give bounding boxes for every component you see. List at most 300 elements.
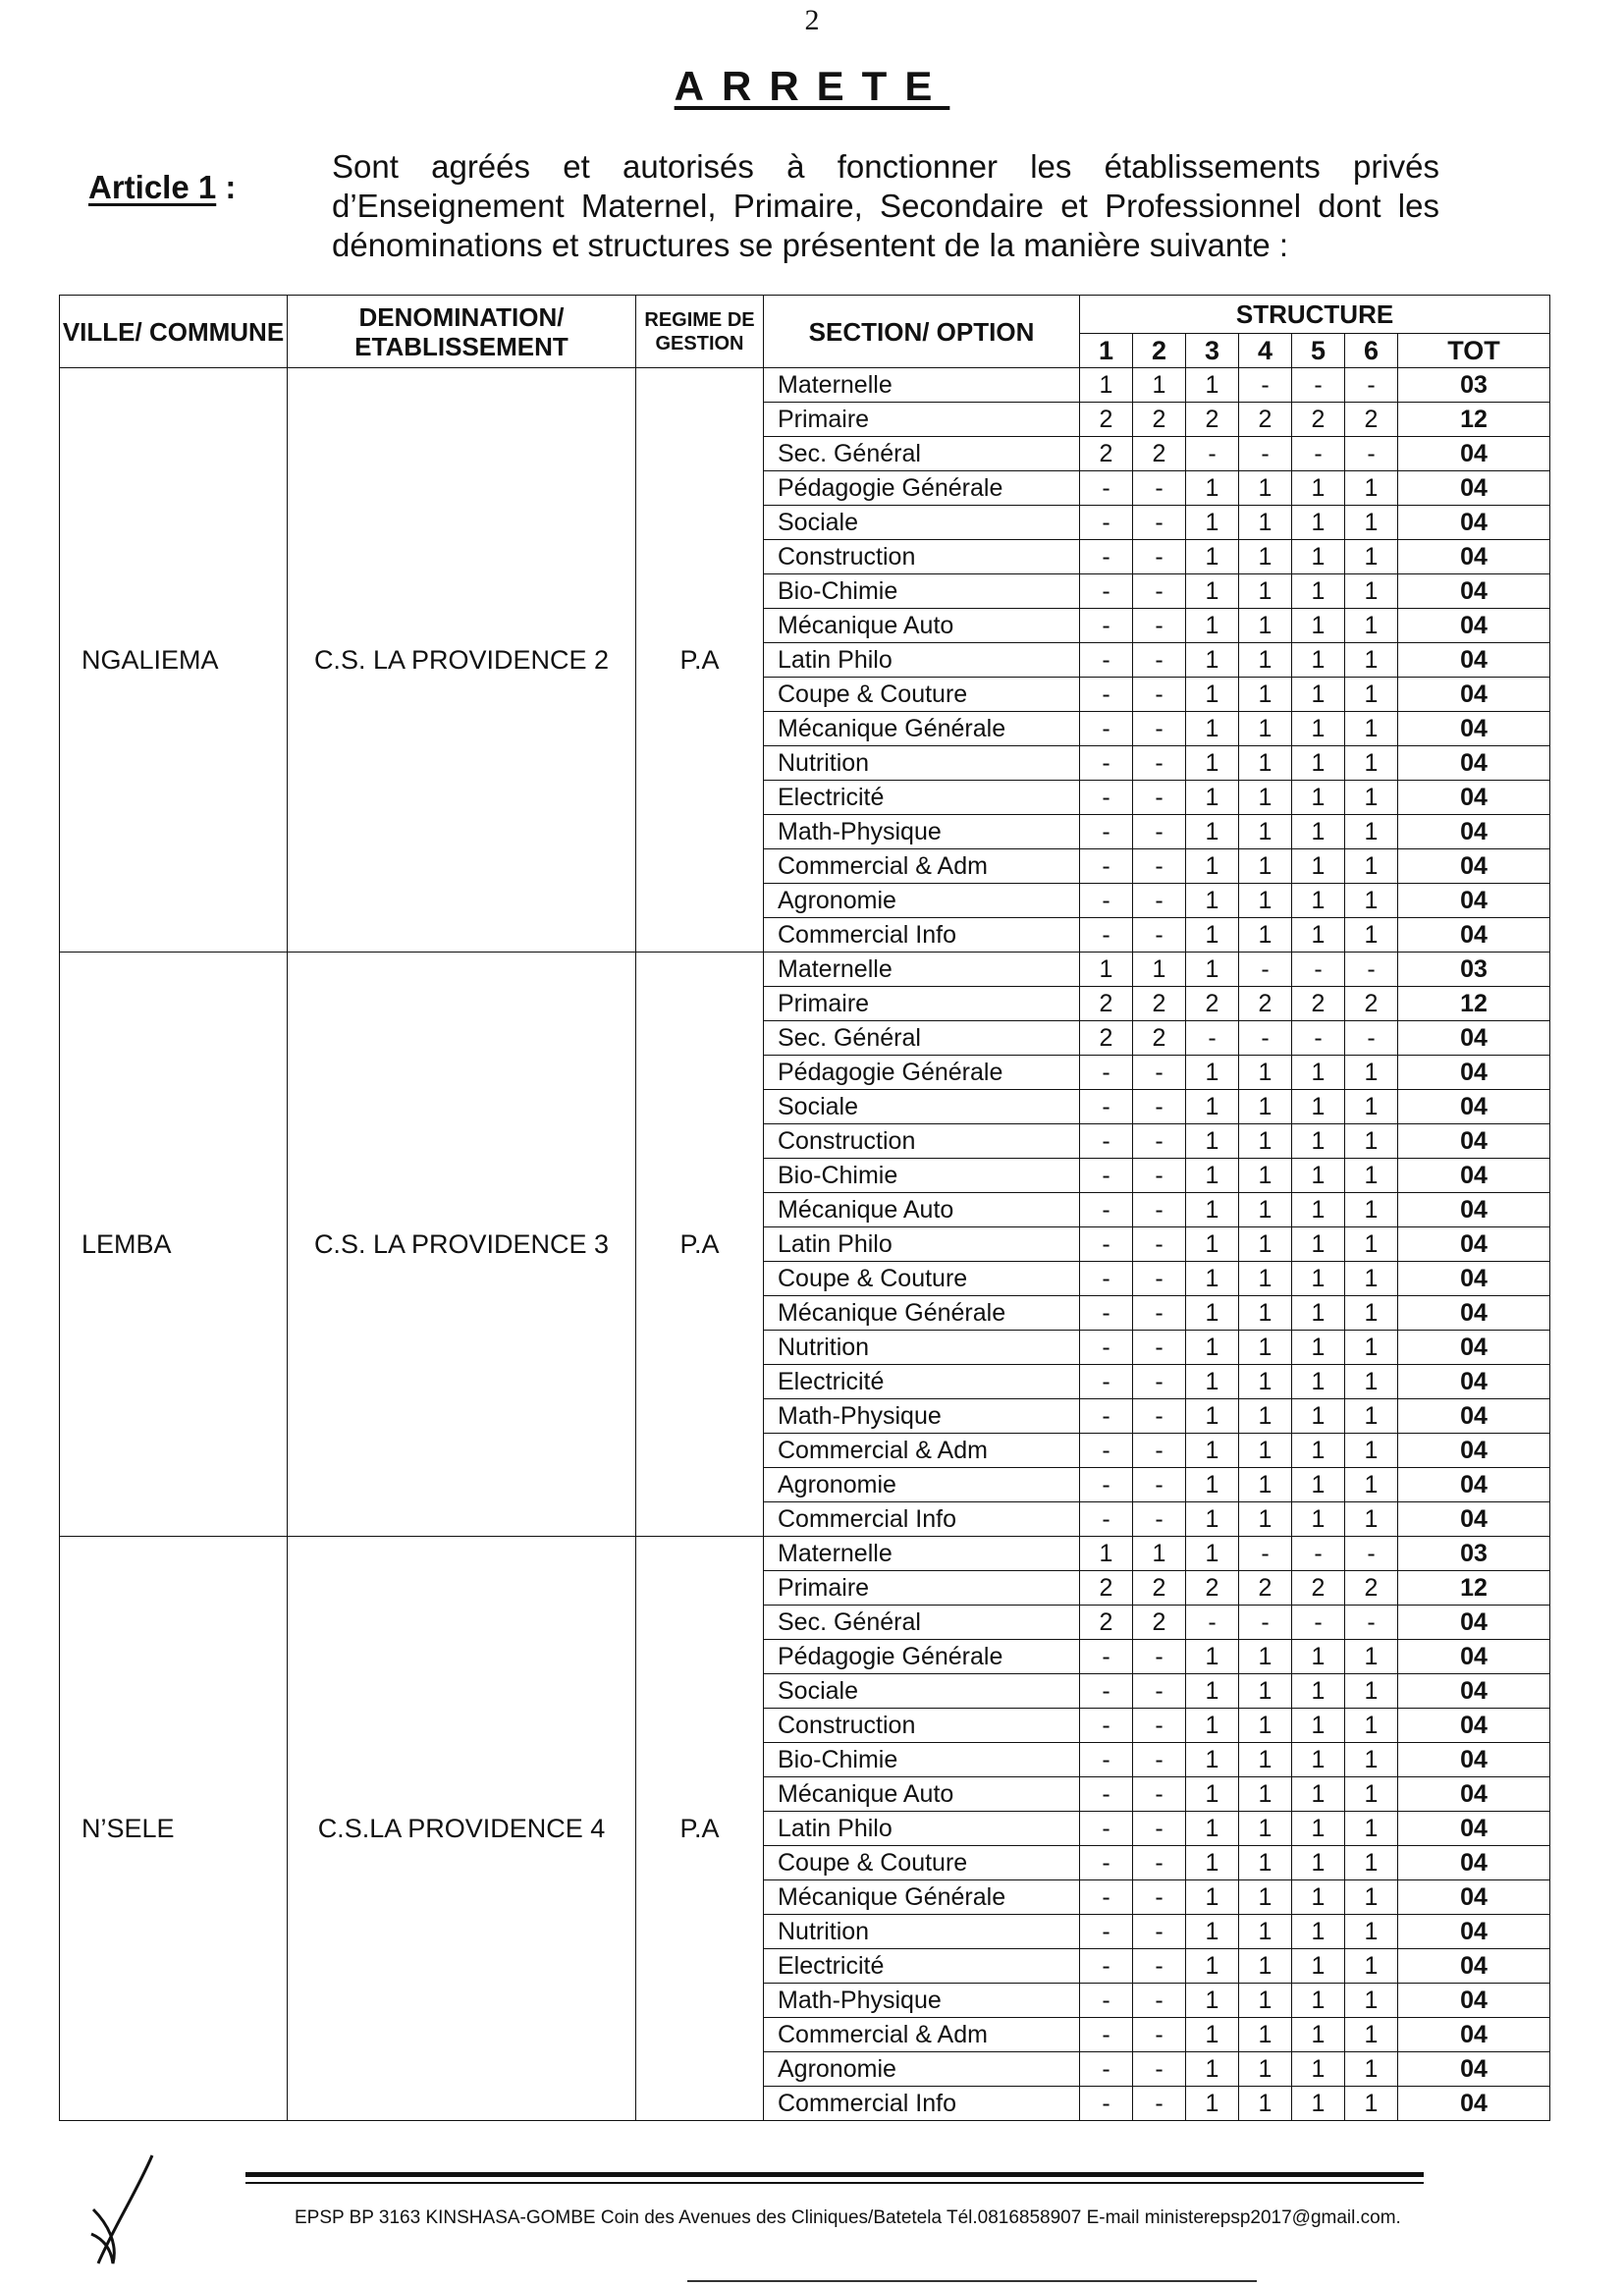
structure-cell-4: 1 bbox=[1239, 781, 1292, 815]
structure-cell-6: 1 bbox=[1345, 815, 1398, 849]
structure-cell-5: 1 bbox=[1292, 1984, 1345, 2018]
structure-cell-2: - bbox=[1133, 1915, 1186, 1949]
section-option-cell: Nutrition bbox=[764, 746, 1080, 781]
structure-cell-4: 1 bbox=[1239, 2018, 1292, 2052]
structure-cell-6: 1 bbox=[1345, 1227, 1398, 1262]
total-cell: 03 bbox=[1398, 953, 1550, 987]
structure-cell-2: - bbox=[1133, 471, 1186, 506]
structure-cell-4: 1 bbox=[1239, 506, 1292, 540]
total-cell: 12 bbox=[1398, 1571, 1550, 1606]
section-option-cell: Sociale bbox=[764, 1090, 1080, 1124]
structure-cell-4: 1 bbox=[1239, 746, 1292, 781]
total-cell: 04 bbox=[1398, 2018, 1550, 2052]
structure-cell-1: - bbox=[1080, 1434, 1133, 1468]
structure-cell-2: - bbox=[1133, 781, 1186, 815]
structure-cell-3: 1 bbox=[1186, 609, 1239, 643]
total-cell: 04 bbox=[1398, 437, 1550, 471]
structure-cell-3: 1 bbox=[1186, 781, 1239, 815]
structure-cell-5: 1 bbox=[1292, 815, 1345, 849]
structure-cell-5: 1 bbox=[1292, 1262, 1345, 1296]
structure-cell-1: - bbox=[1080, 1227, 1133, 1262]
structure-cell-6: 1 bbox=[1345, 506, 1398, 540]
structure-cell-2: - bbox=[1133, 1331, 1186, 1365]
structure-cell-1: - bbox=[1080, 1159, 1133, 1193]
structure-cell-3: 1 bbox=[1186, 884, 1239, 918]
structure-cell-1: - bbox=[1080, 1502, 1133, 1537]
structure-cell-1: - bbox=[1080, 643, 1133, 678]
structure-cell-3: 1 bbox=[1186, 849, 1239, 884]
structure-cell-1: - bbox=[1080, 1365, 1133, 1399]
structure-cell-5: 1 bbox=[1292, 609, 1345, 643]
structure-cell-3: 1 bbox=[1186, 1365, 1239, 1399]
structure-cell-2: - bbox=[1133, 1846, 1186, 1880]
section-option-cell: Math-Physique bbox=[764, 815, 1080, 849]
regime-cell: P.A bbox=[636, 1537, 764, 2121]
structure-cell-3: 1 bbox=[1186, 1399, 1239, 1434]
total-cell: 04 bbox=[1398, 1949, 1550, 1984]
table-body bbox=[60, 368, 1550, 2121]
structure-cell-4: 1 bbox=[1239, 1296, 1292, 1331]
structure-cell-6: 1 bbox=[1345, 1193, 1398, 1227]
structure-cell-4: - bbox=[1239, 1021, 1292, 1056]
structure-cell-3: 1 bbox=[1186, 1227, 1239, 1262]
structure-cell-4: 1 bbox=[1239, 849, 1292, 884]
structure-cell-2: - bbox=[1133, 849, 1186, 884]
total-cell: 04 bbox=[1398, 918, 1550, 953]
section-option-cell: Commercial Info bbox=[764, 1502, 1080, 1537]
structure-cell-5: 1 bbox=[1292, 540, 1345, 574]
structure-cell-2: - bbox=[1133, 1984, 1186, 2018]
structure-cell-4: 1 bbox=[1239, 1227, 1292, 1262]
structure-cell-2: 2 bbox=[1133, 987, 1186, 1021]
structure-cell-1: 1 bbox=[1080, 1537, 1133, 1571]
section-option-cell: Math-Physique bbox=[764, 1984, 1080, 2018]
structure-cell-2: - bbox=[1133, 1193, 1186, 1227]
structure-cell-1: - bbox=[1080, 1880, 1133, 1915]
structure-cell-2: - bbox=[1133, 1124, 1186, 1159]
section-option-cell: Sec. Général bbox=[764, 1021, 1080, 1056]
structure-cell-4: 1 bbox=[1239, 918, 1292, 953]
structure-cell-4: 1 bbox=[1239, 1915, 1292, 1949]
total-cell: 04 bbox=[1398, 849, 1550, 884]
structure-cell-3: 1 bbox=[1186, 643, 1239, 678]
structure-cell-5: 1 bbox=[1292, 1434, 1345, 1468]
structure-cell-4: 1 bbox=[1239, 1159, 1292, 1193]
section-option-cell: Electricité bbox=[764, 781, 1080, 815]
structure-cell-3: 1 bbox=[1186, 1640, 1239, 1674]
structure-cell-6: 1 bbox=[1345, 1915, 1398, 1949]
structure-cell-4: 1 bbox=[1239, 1331, 1292, 1365]
structure-cell-4: 1 bbox=[1239, 1812, 1292, 1846]
total-cell: 03 bbox=[1398, 368, 1550, 403]
section-option-cell: Mécanique Générale bbox=[764, 1296, 1080, 1331]
section-option-cell: Mécanique Générale bbox=[764, 712, 1080, 746]
structure-cell-1: - bbox=[1080, 746, 1133, 781]
structure-cell-1: - bbox=[1080, 918, 1133, 953]
article-label bbox=[88, 169, 236, 206]
structure-cell-6: 1 bbox=[1345, 1949, 1398, 1984]
structure-cell-1: 2 bbox=[1080, 437, 1133, 471]
structure-cell-6: 1 bbox=[1345, 2087, 1398, 2121]
structure-cell-2: - bbox=[1133, 1296, 1186, 1331]
structure-cell-3: - bbox=[1186, 1021, 1239, 1056]
structure-cell-4: 1 bbox=[1239, 2087, 1292, 2121]
structure-cell-5: 1 bbox=[1292, 781, 1345, 815]
structure-cell-4: 1 bbox=[1239, 471, 1292, 506]
structure-cell-2: - bbox=[1133, 2087, 1186, 2121]
structure-cell-5: 1 bbox=[1292, 1915, 1345, 1949]
structure-cell-3: 1 bbox=[1186, 1468, 1239, 1502]
section-option-cell: Sec. Général bbox=[764, 1606, 1080, 1640]
structure-cell-2: - bbox=[1133, 746, 1186, 781]
structure-cell-4: 2 bbox=[1239, 987, 1292, 1021]
section-option-cell: Mécanique Auto bbox=[764, 1193, 1080, 1227]
structure-cell-3: 1 bbox=[1186, 1915, 1239, 1949]
structure-cell-3: 1 bbox=[1186, 506, 1239, 540]
total-cell: 04 bbox=[1398, 540, 1550, 574]
structure-cell-6: 1 bbox=[1345, 1399, 1398, 1434]
structure-cell-1: 2 bbox=[1080, 1571, 1133, 1606]
structure-cell-2: - bbox=[1133, 1502, 1186, 1537]
structure-cell-2: - bbox=[1133, 1468, 1186, 1502]
structure-cell-3: - bbox=[1186, 1606, 1239, 1640]
total-cell: 04 bbox=[1398, 815, 1550, 849]
total-cell: 04 bbox=[1398, 1296, 1550, 1331]
structure-cell-5: 1 bbox=[1292, 2018, 1345, 2052]
structure-cell-5: 1 bbox=[1292, 1399, 1345, 1434]
structure-cell-5: 1 bbox=[1292, 1709, 1345, 1743]
section-option-cell: Pédagogie Générale bbox=[764, 1056, 1080, 1090]
section-option-cell: Pédagogie Générale bbox=[764, 471, 1080, 506]
structure-cell-2: - bbox=[1133, 2052, 1186, 2087]
total-cell: 04 bbox=[1398, 1227, 1550, 1262]
structure-cell-5: 1 bbox=[1292, 506, 1345, 540]
section-option-cell: Commercial Info bbox=[764, 918, 1080, 953]
structure-cell-5: - bbox=[1292, 1021, 1345, 1056]
total-cell: 04 bbox=[1398, 1331, 1550, 1365]
structure-cell-3: 1 bbox=[1186, 1090, 1239, 1124]
structure-cell-2: - bbox=[1133, 1090, 1186, 1124]
structure-cell-6: 1 bbox=[1345, 849, 1398, 884]
structure-cell-5: - bbox=[1292, 953, 1345, 987]
structure-cell-5: - bbox=[1292, 437, 1345, 471]
total-cell: 04 bbox=[1398, 1434, 1550, 1468]
structure-cell-1: - bbox=[1080, 1090, 1133, 1124]
structure-cell-1: - bbox=[1080, 1846, 1133, 1880]
total-cell: 04 bbox=[1398, 1812, 1550, 1846]
section-option-cell: Sociale bbox=[764, 506, 1080, 540]
structure-cell-6: 1 bbox=[1345, 1468, 1398, 1502]
section-option-cell: Maternelle bbox=[764, 1537, 1080, 1571]
structure-cell-6: 2 bbox=[1345, 987, 1398, 1021]
total-cell: 04 bbox=[1398, 1124, 1550, 1159]
structure-cell-1: - bbox=[1080, 1262, 1133, 1296]
structure-cell-1: 2 bbox=[1080, 987, 1133, 1021]
structure-cell-2: - bbox=[1133, 678, 1186, 712]
structure-cell-6: - bbox=[1345, 1021, 1398, 1056]
structure-cell-3: 1 bbox=[1186, 1709, 1239, 1743]
header-col-5: 5 bbox=[1292, 334, 1345, 368]
header-structure: STRUCTURE bbox=[1080, 296, 1550, 334]
structure-cell-3: 1 bbox=[1186, 2018, 1239, 2052]
structure-cell-4: 1 bbox=[1239, 1124, 1292, 1159]
structure-cell-2: - bbox=[1133, 574, 1186, 609]
total-cell: 04 bbox=[1398, 1709, 1550, 1743]
structure-cell-2: - bbox=[1133, 2018, 1186, 2052]
total-cell: 04 bbox=[1398, 1365, 1550, 1399]
structure-cell-6: 1 bbox=[1345, 1846, 1398, 1880]
document-title bbox=[0, 63, 1624, 110]
total-cell: 04 bbox=[1398, 609, 1550, 643]
structure-cell-3: 1 bbox=[1186, 712, 1239, 746]
structure-cell-3: 1 bbox=[1186, 1777, 1239, 1812]
structure-cell-6: 1 bbox=[1345, 1365, 1398, 1399]
header-ville: VILLE/ COMMUNE bbox=[60, 296, 288, 368]
structure-cell-2: 2 bbox=[1133, 1021, 1186, 1056]
structure-cell-4: - bbox=[1239, 953, 1292, 987]
structure-cell-2: - bbox=[1133, 1262, 1186, 1296]
structure-cell-4: 1 bbox=[1239, 574, 1292, 609]
structure-cell-6: 1 bbox=[1345, 1090, 1398, 1124]
section-option-cell: Construction bbox=[764, 1709, 1080, 1743]
ville-commune-cell: LEMBA bbox=[60, 953, 288, 1537]
structure-cell-5: 1 bbox=[1292, 1296, 1345, 1331]
structure-cell-3: 1 bbox=[1186, 1056, 1239, 1090]
structure-cell-2: - bbox=[1133, 1159, 1186, 1193]
structure-cell-6: 1 bbox=[1345, 2052, 1398, 2087]
structure-cell-3: 1 bbox=[1186, 1880, 1239, 1915]
structure-cell-1: - bbox=[1080, 2087, 1133, 2121]
section-option-cell: Construction bbox=[764, 1124, 1080, 1159]
structure-cell-2: - bbox=[1133, 1777, 1186, 1812]
structure-cell-1: - bbox=[1080, 1949, 1133, 1984]
structure-cell-3: 1 bbox=[1186, 1331, 1239, 1365]
header-col-1: 1 bbox=[1080, 334, 1133, 368]
total-cell: 04 bbox=[1398, 746, 1550, 781]
total-cell: 04 bbox=[1398, 884, 1550, 918]
signature-mark bbox=[83, 2151, 172, 2268]
structure-cell-1: - bbox=[1080, 884, 1133, 918]
structure-cell-6: 1 bbox=[1345, 1124, 1398, 1159]
footer-rule-thin bbox=[245, 2182, 1424, 2184]
total-cell: 04 bbox=[1398, 1674, 1550, 1709]
header-tot: TOT bbox=[1398, 334, 1550, 368]
structure-cell-1: - bbox=[1080, 1777, 1133, 1812]
structure-cell-4: 2 bbox=[1239, 403, 1292, 437]
section-option-cell: Bio-Chimie bbox=[764, 1159, 1080, 1193]
structure-cell-6: - bbox=[1345, 953, 1398, 987]
structure-cell-2: 1 bbox=[1133, 1537, 1186, 1571]
structure-cell-2: - bbox=[1133, 1640, 1186, 1674]
section-option-cell: Commercial & Adm bbox=[764, 849, 1080, 884]
structure-cell-1: - bbox=[1080, 574, 1133, 609]
header-col-4: 4 bbox=[1239, 334, 1292, 368]
structure-cell-1: - bbox=[1080, 1915, 1133, 1949]
structure-cell-2: - bbox=[1133, 1880, 1186, 1915]
structure-cell-5: 1 bbox=[1292, 1227, 1345, 1262]
total-cell: 04 bbox=[1398, 781, 1550, 815]
structure-cell-6: 1 bbox=[1345, 781, 1398, 815]
structure-cell-4: 1 bbox=[1239, 1262, 1292, 1296]
section-option-cell: Agronomie bbox=[764, 884, 1080, 918]
section-option-cell: Commercial & Adm bbox=[764, 2018, 1080, 2052]
header-section: SECTION/ OPTION bbox=[764, 296, 1080, 368]
structure-cell-6: 1 bbox=[1345, 884, 1398, 918]
structure-cell-2: 2 bbox=[1133, 1571, 1186, 1606]
article-text: Sont agréés et autorisés à fonctionner les établissements privés d’Enseignement Maternel, Primaire, Secondaire et Professionnel dont les dénominations et structures se présentent de la manière suivante : bbox=[332, 148, 1439, 263]
structure-cell-4: 1 bbox=[1239, 884, 1292, 918]
structure-cell-2: - bbox=[1133, 643, 1186, 678]
structure-cell-3: 1 bbox=[1186, 1159, 1239, 1193]
structure-cell-2: 2 bbox=[1133, 437, 1186, 471]
structure-cell-1: - bbox=[1080, 1296, 1133, 1331]
structure-cell-4: 1 bbox=[1239, 1502, 1292, 1537]
structure-cell-5: 1 bbox=[1292, 1812, 1345, 1846]
structure-cell-3: 1 bbox=[1186, 918, 1239, 953]
total-cell: 04 bbox=[1398, 643, 1550, 678]
structure-cell-3: 1 bbox=[1186, 1124, 1239, 1159]
structure-cell-4: 1 bbox=[1239, 815, 1292, 849]
structure-cell-2: - bbox=[1133, 918, 1186, 953]
structure-cell-6: 1 bbox=[1345, 609, 1398, 643]
structure-cell-4: - bbox=[1239, 1606, 1292, 1640]
structure-cell-3: 1 bbox=[1186, 1846, 1239, 1880]
structure-cell-6: 1 bbox=[1345, 1502, 1398, 1537]
structure-cell-1: - bbox=[1080, 781, 1133, 815]
total-cell: 04 bbox=[1398, 1640, 1550, 1674]
structure-cell-5: 1 bbox=[1292, 712, 1345, 746]
article-label-text: Article 1 bbox=[88, 169, 217, 205]
section-option-cell: Mécanique Générale bbox=[764, 1880, 1080, 1915]
structure-cell-5: 1 bbox=[1292, 643, 1345, 678]
structure-cell-5: 1 bbox=[1292, 1159, 1345, 1193]
structure-cell-2: - bbox=[1133, 712, 1186, 746]
section-option-cell: Commercial Info bbox=[764, 2087, 1080, 2121]
structure-cell-1: - bbox=[1080, 2052, 1133, 2087]
section-option-cell: Electricité bbox=[764, 1949, 1080, 1984]
structure-cell-1: 1 bbox=[1080, 953, 1133, 987]
structure-cell-4: 1 bbox=[1239, 1880, 1292, 1915]
document-title-text: ARRETE bbox=[674, 63, 950, 109]
structure-cell-3: 2 bbox=[1186, 1571, 1239, 1606]
structure-cell-2: 1 bbox=[1133, 368, 1186, 403]
section-option-cell: Primaire bbox=[764, 987, 1080, 1021]
total-cell: 04 bbox=[1398, 506, 1550, 540]
structure-cell-5: 1 bbox=[1292, 1365, 1345, 1399]
structure-cell-5: 2 bbox=[1292, 1571, 1345, 1606]
structure-cell-4: 1 bbox=[1239, 1984, 1292, 2018]
structure-cell-6: 2 bbox=[1345, 1571, 1398, 1606]
structure-cell-1: - bbox=[1080, 1674, 1133, 1709]
structure-cell-5: 1 bbox=[1292, 678, 1345, 712]
section-option-cell: Agronomie bbox=[764, 2052, 1080, 2087]
structure-cell-5: 1 bbox=[1292, 2087, 1345, 2121]
total-cell: 04 bbox=[1398, 1846, 1550, 1880]
structure-cell-4: 1 bbox=[1239, 540, 1292, 574]
structure-cell-5: 1 bbox=[1292, 1056, 1345, 1090]
structure-cell-3: 1 bbox=[1186, 1193, 1239, 1227]
structure-cell-2: - bbox=[1133, 1812, 1186, 1846]
structure-cell-3: 1 bbox=[1186, 815, 1239, 849]
structure-cell-2: - bbox=[1133, 506, 1186, 540]
structure-cell-3: 1 bbox=[1186, 1812, 1239, 1846]
total-cell: 04 bbox=[1398, 1021, 1550, 1056]
structure-cell-1: - bbox=[1080, 2018, 1133, 2052]
article-label-colon: : bbox=[216, 169, 237, 205]
structure-cell-2: - bbox=[1133, 1434, 1186, 1468]
total-cell: 04 bbox=[1398, 1159, 1550, 1193]
structure-cell-6: - bbox=[1345, 1606, 1398, 1640]
total-cell: 04 bbox=[1398, 1984, 1550, 2018]
total-cell: 04 bbox=[1398, 1056, 1550, 1090]
total-cell: 04 bbox=[1398, 1915, 1550, 1949]
structure-cell-6: 1 bbox=[1345, 1743, 1398, 1777]
structure-cell-4: 1 bbox=[1239, 2052, 1292, 2087]
structure-cell-3: 1 bbox=[1186, 1743, 1239, 1777]
structure-cell-5: 1 bbox=[1292, 1468, 1345, 1502]
structure-cell-4: 1 bbox=[1239, 1090, 1292, 1124]
structure-cell-1: - bbox=[1080, 1056, 1133, 1090]
structure-cell-4: 1 bbox=[1239, 609, 1292, 643]
structure-cell-4: 1 bbox=[1239, 1949, 1292, 1984]
header-col-3: 3 bbox=[1186, 334, 1239, 368]
structure-cell-6: 1 bbox=[1345, 471, 1398, 506]
denomination-cell: C.S.LA PROVIDENCE 4 bbox=[288, 1537, 636, 2121]
total-cell: 04 bbox=[1398, 712, 1550, 746]
structure-cell-3: 1 bbox=[1186, 368, 1239, 403]
structure-cell-1: - bbox=[1080, 678, 1133, 712]
structure-cell-5: 1 bbox=[1292, 1743, 1345, 1777]
structure-cell-1: - bbox=[1080, 1812, 1133, 1846]
structure-cell-5: 1 bbox=[1292, 1502, 1345, 1537]
structure-cell-5: 1 bbox=[1292, 1674, 1345, 1709]
structure-cell-2: - bbox=[1133, 884, 1186, 918]
structure-cell-4: 1 bbox=[1239, 1434, 1292, 1468]
section-option-cell: Bio-Chimie bbox=[764, 574, 1080, 609]
structure-cell-6: 1 bbox=[1345, 712, 1398, 746]
structure-cell-6: 1 bbox=[1345, 1331, 1398, 1365]
structure-cell-1: - bbox=[1080, 506, 1133, 540]
structure-cell-2: - bbox=[1133, 540, 1186, 574]
structure-cell-4: - bbox=[1239, 368, 1292, 403]
structure-cell-4: 1 bbox=[1239, 678, 1292, 712]
header-denomination: DENOMINATION/ ETABLISSEMENT bbox=[288, 296, 636, 368]
structure-cell-1: - bbox=[1080, 1709, 1133, 1743]
structure-cell-5: - bbox=[1292, 1606, 1345, 1640]
structure-cell-4: 1 bbox=[1239, 712, 1292, 746]
table-row bbox=[60, 953, 1550, 987]
structure-cell-5: - bbox=[1292, 1537, 1345, 1571]
structure-cell-6: 1 bbox=[1345, 540, 1398, 574]
structure-cell-4: 1 bbox=[1239, 1193, 1292, 1227]
section-option-cell: Agronomie bbox=[764, 1468, 1080, 1502]
structure-cell-4: - bbox=[1239, 437, 1292, 471]
regime-cell: P.A bbox=[636, 368, 764, 953]
structure-cell-3: 1 bbox=[1186, 471, 1239, 506]
header-col-6: 6 bbox=[1345, 334, 1398, 368]
structure-cell-6: 1 bbox=[1345, 1880, 1398, 1915]
structure-cell-6: 1 bbox=[1345, 746, 1398, 781]
structure-cell-2: - bbox=[1133, 1949, 1186, 1984]
section-option-cell: Nutrition bbox=[764, 1915, 1080, 1949]
total-cell: 04 bbox=[1398, 1880, 1550, 1915]
structure-cell-2: - bbox=[1133, 1709, 1186, 1743]
section-option-cell: Sec. Général bbox=[764, 437, 1080, 471]
structure-cell-2: - bbox=[1133, 1365, 1186, 1399]
structure-cell-5: 1 bbox=[1292, 471, 1345, 506]
structure-cell-3: 1 bbox=[1186, 678, 1239, 712]
structure-cell-6: 1 bbox=[1345, 1434, 1398, 1468]
